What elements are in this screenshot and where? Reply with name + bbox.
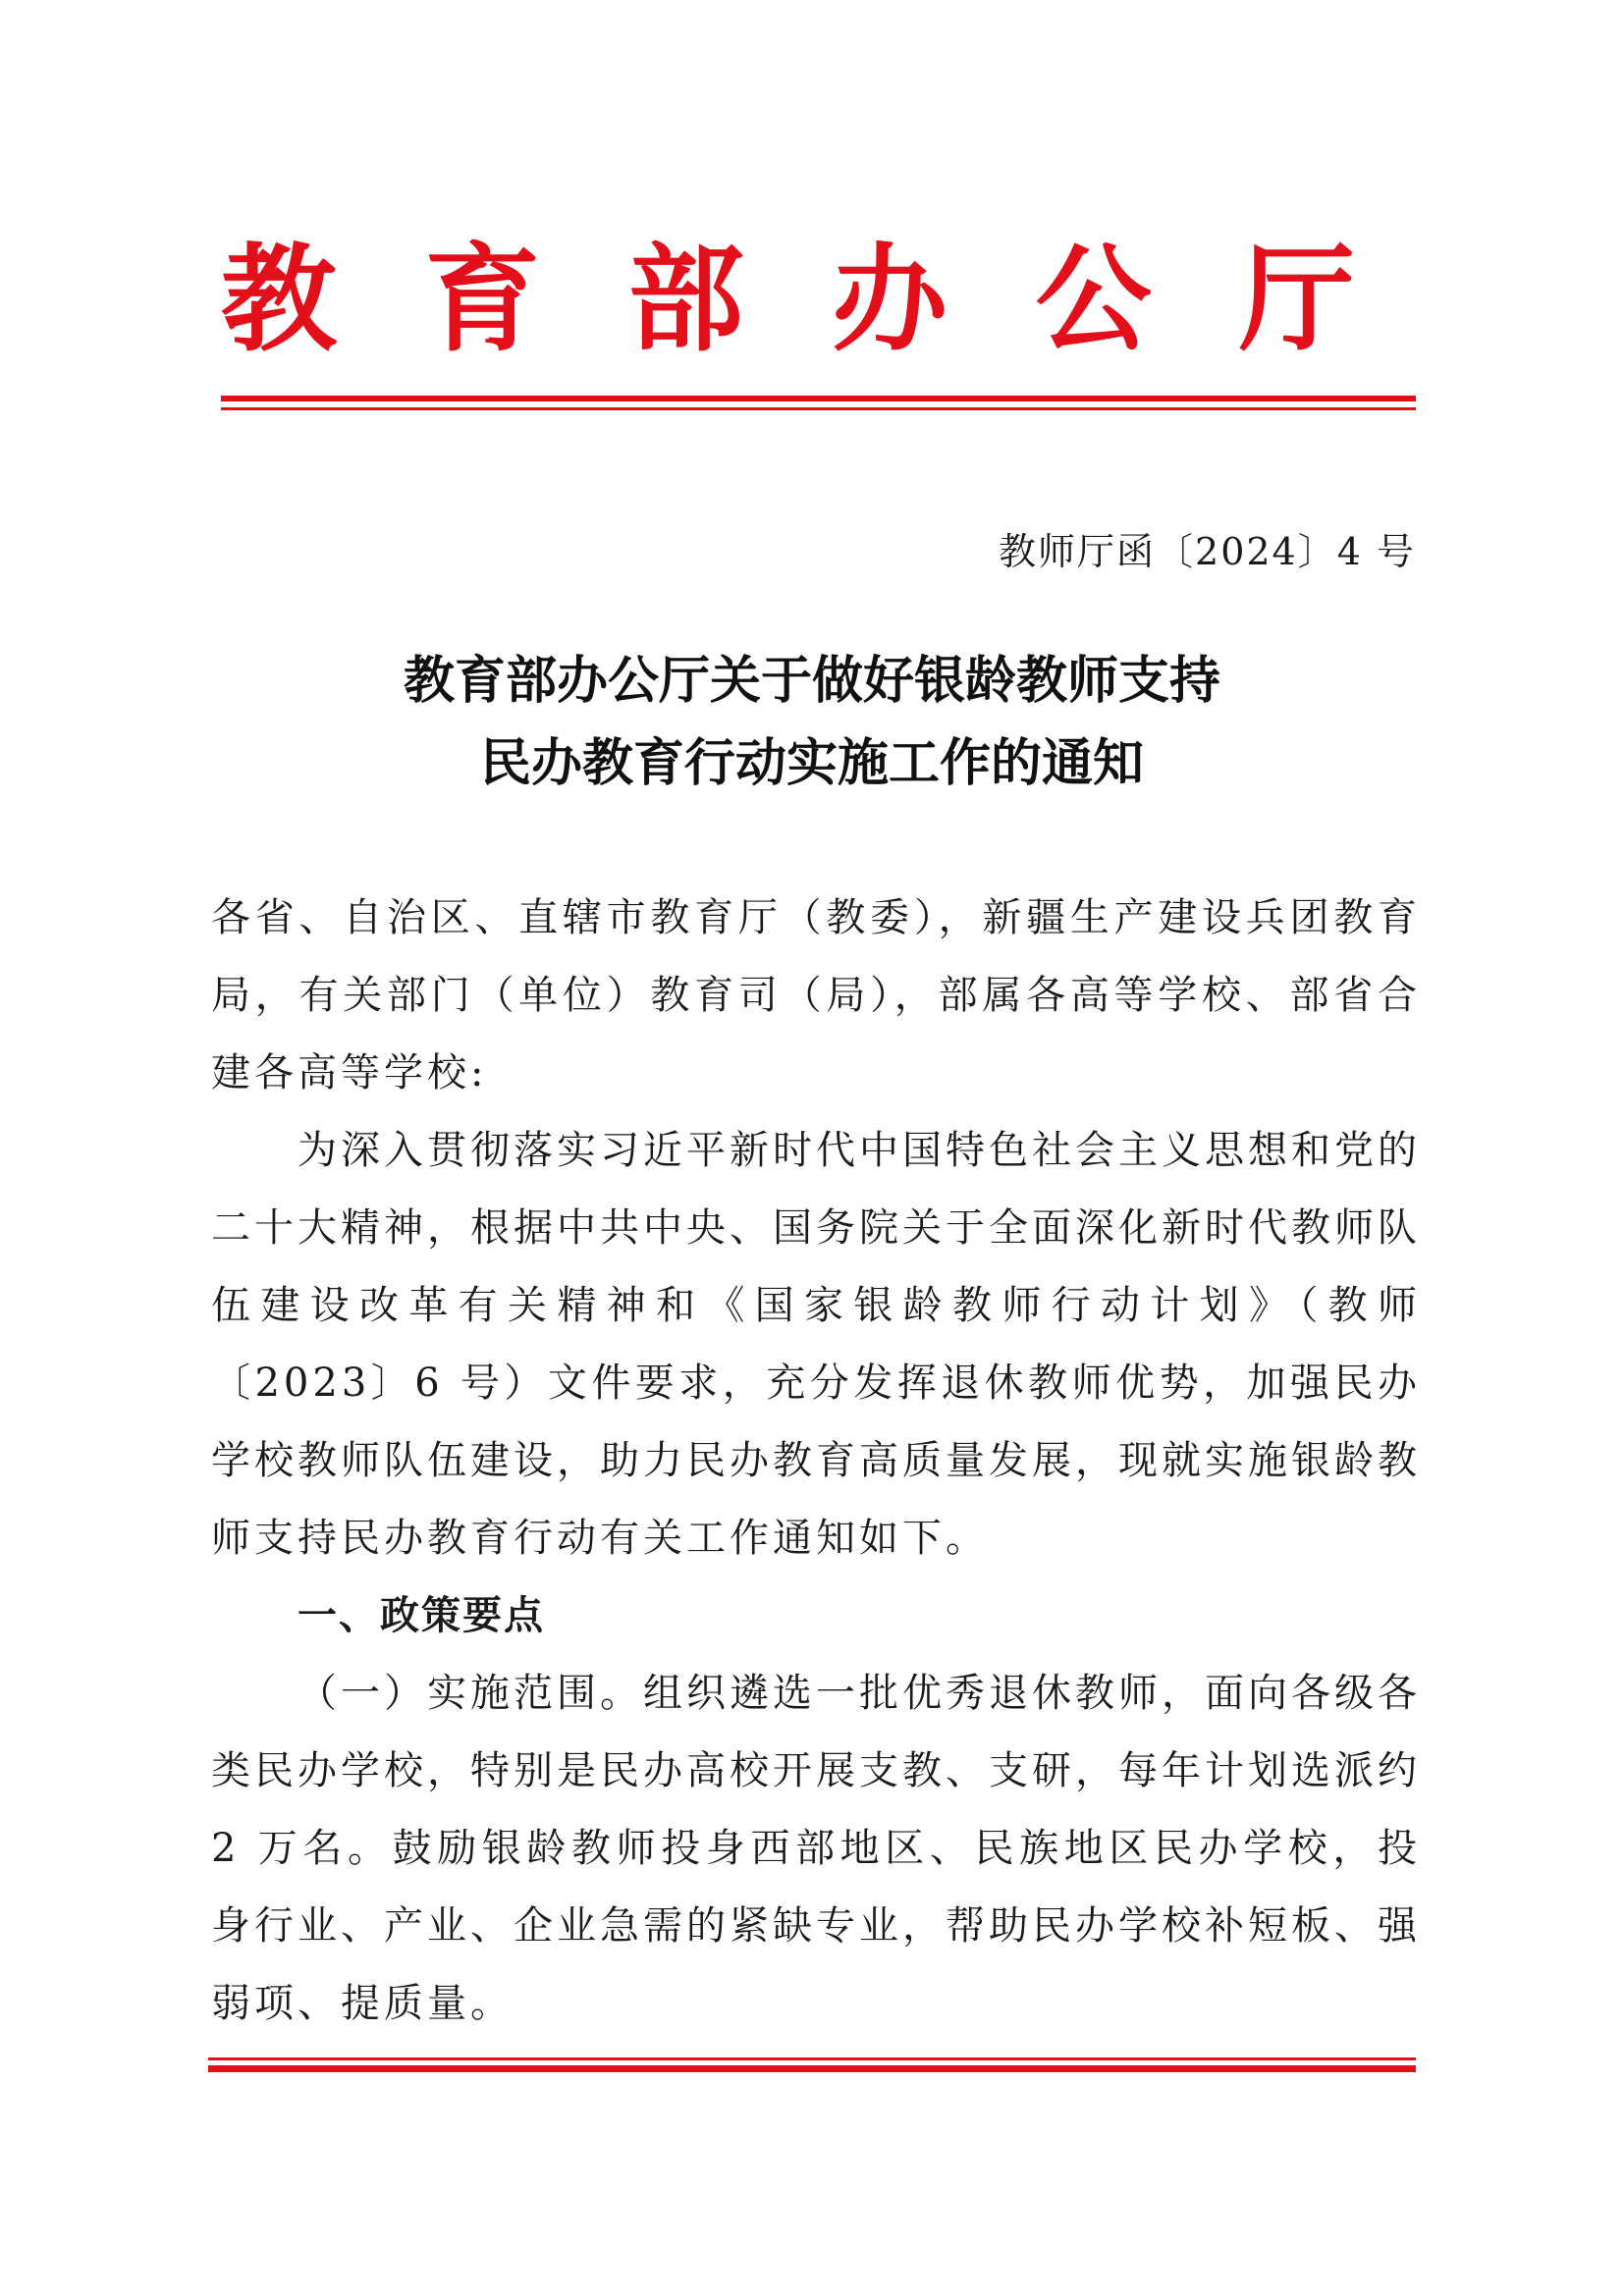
masthead-char: 厅 [1238, 231, 1355, 367]
title-line-2: 民办教育行动实施工作的通知 [479, 733, 1144, 793]
intro-paragraph: 为深入贯彻落实习近平新时代中国特色社会主义思想和党的二十大精神，根据中共中央、国务院关于全面深化新时代教师队伍建设改革有关精神和《国家银龄教师行动计划》（教师〔2023〕6 号）文件要求，充分发挥退休教师优势，加强民办学校教师队伍建设，助力民办教育高质量发展，现就实施银龄教师支持民办教育行动有关工作通知如下。 [211, 1128, 1421, 1561]
masthead-divider [221, 396, 1416, 410]
document-number: 教师厅函〔2024〕4 号 [999, 530, 1416, 573]
divider-thick-line [221, 396, 1416, 401]
masthead-char: 办 [832, 231, 948, 367]
document-title [208, 640, 1416, 805]
masthead [221, 231, 1355, 368]
footer-divider [208, 2057, 1416, 2072]
divider-thick-line [208, 2065, 1416, 2072]
divider-thin-line [208, 2057, 1416, 2060]
title-line-1: 教育部办公厅关于做好银龄教师支持 [403, 651, 1220, 711]
masthead-char: 育 [424, 231, 541, 367]
masthead-char: 教 [221, 231, 338, 367]
masthead-char: 公 [1035, 231, 1152, 367]
masthead-char: 部 [627, 231, 744, 367]
divider-thin-line [221, 407, 1416, 410]
section-heading: 一、政策要点 [298, 1593, 545, 1638]
salutation: 各省、自治区、直辖市教育厅（教委），新疆生产建设兵团教育局，有关部门（单位）教育司（局），部属各高等学校、部省合建各高等学校: [211, 895, 1421, 1095]
document-body [211, 880, 1421, 2043]
section-paragraph: （一）实施范围。组织遴选一批优秀退休教师，面向各级各类民办学校，特别是民办高校开展支教、支研，每年计划选派约 2 万名。鼓励银龄教师投身西部地区、民族地区民办学校，投身行业、产业、企业急需的紧缺专业，帮助民办学校补短板、强弱项、提质量。 [211, 1671, 1421, 2026]
